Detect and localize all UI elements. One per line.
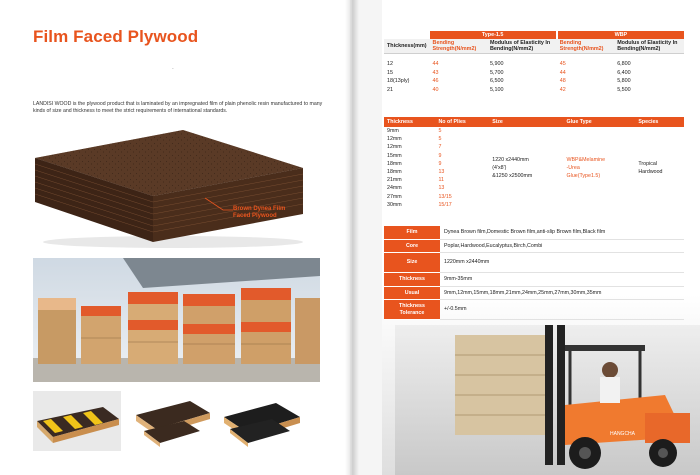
- plies-thickness: 21mm: [387, 177, 402, 184]
- spec-row: [384, 273, 684, 287]
- spec-row: [384, 226, 684, 239]
- group-wbp: WBP: [557, 31, 684, 39]
- board-caption-line1: Brown Dynea Film: [233, 206, 286, 212]
- strength-thickness: 15: [387, 69, 393, 76]
- plies-thickness: 15mm: [387, 152, 402, 159]
- forklift-photo: [395, 325, 700, 475]
- strength-row: [384, 69, 684, 78]
- strength-bending-type15: 40: [432, 86, 439, 93]
- strength-modulus-wbp: 6,800: [617, 61, 631, 67]
- strength-row: [384, 86, 684, 95]
- strength-row: [384, 60, 684, 69]
- plies-header-glue: Glue Type: [564, 117, 636, 127]
- strength-bending-type15: 46: [432, 78, 439, 85]
- col-bending-1: Bending Strength(N/mm2): [430, 39, 487, 54]
- spec-key: Thickness: [384, 273, 440, 287]
- spec-rows: [384, 226, 684, 320]
- black-film-thumbnail: [218, 391, 306, 451]
- plies-table: [384, 117, 684, 209]
- strength-table: [384, 31, 684, 94]
- spec-row: [384, 239, 684, 253]
- anti-slip-film-thumbnail: [33, 391, 121, 451]
- plies-size-line: &1250 x2500mm: [492, 173, 533, 180]
- strength-bending-type15: 44: [432, 61, 439, 67]
- col-modulus-1: Modulus of Elasticity In Bending(N/mm2): [487, 39, 557, 54]
- plies-thickness: 12mm: [387, 136, 402, 143]
- spec-table: [384, 226, 684, 320]
- strength-modulus-wbp: 5,800: [617, 78, 631, 85]
- plies-count: 13: [438, 185, 445, 192]
- plies-thickness: 9mm: [387, 128, 399, 134]
- plies-thickness: 24mm: [387, 185, 402, 192]
- plies-species-line: Tropical: [638, 160, 658, 167]
- plies-header-size: Size: [489, 117, 563, 127]
- plies-row: [384, 127, 684, 135]
- strength-modulus-wbp: 5,500: [617, 86, 631, 93]
- strength-modulus-wbp: 6,400: [617, 69, 631, 76]
- plies-thickness: 27mm: [387, 193, 402, 200]
- page-title: Film Faced Plywood: [33, 27, 199, 46]
- plies-count: 13/15: [438, 193, 452, 200]
- strength-table-corner: [384, 31, 430, 39]
- plies-thickness: 18mm: [387, 160, 402, 167]
- brown-film-thumbnail: [126, 391, 214, 451]
- spec-key: Core: [384, 239, 440, 253]
- warehouse-photo: [33, 258, 320, 382]
- strength-rows: [384, 60, 684, 94]
- plies-header-plies: No of Plies: [435, 117, 489, 127]
- forklift-brand-text: HANGCHA: [610, 431, 636, 437]
- plies-count: 13: [438, 169, 445, 176]
- plies-glue: [564, 127, 636, 209]
- page-gutter: [345, 0, 359, 475]
- spec-key: Thickness Tolerance: [384, 300, 440, 320]
- plies-thickness: 12mm: [387, 144, 402, 151]
- spec-value: 1220mm x2440mm: [440, 253, 684, 273]
- strength-bending-type15: 43: [432, 69, 439, 76]
- spec-row: [384, 300, 684, 320]
- strength-modulus-type15: 6,500: [489, 78, 504, 85]
- strength-modulus-type15: 5,700: [489, 69, 504, 76]
- strength-row: [384, 77, 684, 86]
- plies-count: 9: [438, 152, 442, 159]
- plies-count: 15/17: [438, 201, 452, 208]
- plies-size: [489, 127, 563, 209]
- plies-thickness: 30mm: [387, 201, 402, 208]
- board-caption: [233, 206, 285, 220]
- strength-bending-wbp: 45: [559, 61, 566, 67]
- plies-glue-line: WBP&Melamine: [566, 156, 606, 163]
- plies-count: 11: [438, 177, 444, 184]
- col-bending-2: Bending Strength(N/mm2): [557, 39, 614, 54]
- plies-glue-line: -Urea: [566, 164, 580, 171]
- spec-row: [384, 253, 684, 273]
- strength-modulus-type15: 5,900: [489, 61, 504, 67]
- plies-count: 7: [438, 144, 442, 151]
- spec-value: 9mm-35mm: [440, 273, 684, 287]
- spec-key: Usual: [384, 286, 440, 300]
- spec-value: +/-0.5mm: [440, 300, 684, 320]
- intro-paragraph: LANDISI WOOD is the plywood product that is laminated by an impregnated film of plain phenolic resin manufactured to many kinds of size and thickness to meet the strict requirements of international standards.: [33, 101, 323, 115]
- plies-header-species: Species: [635, 117, 684, 127]
- strength-thickness: 12: [387, 61, 393, 67]
- plies-glue-line: Glue(Type1.5): [566, 173, 601, 180]
- strength-bending-wbp: 42: [559, 86, 566, 93]
- plies-header-thickness: Thickness: [384, 117, 435, 127]
- plywood-board-image: [33, 130, 333, 250]
- plies-thickness: 18mm: [387, 169, 402, 176]
- strength-thickness: 18(13ply): [387, 78, 410, 85]
- plies-rows: [384, 127, 684, 209]
- spec-row: [384, 286, 684, 300]
- strength-bending-wbp: 48: [559, 78, 566, 85]
- plies-count: 5: [438, 128, 442, 134]
- plies-species-line: Hardwood: [638, 169, 663, 176]
- col-modulus-2: Modulus of Elasticity In Bending(N/mm2): [614, 39, 684, 54]
- plies-count: 9: [438, 160, 442, 167]
- spec-value: Dynea Brown film,Domestic Brown film,anti-slip Brown film,Black film: [440, 226, 684, 239]
- spec-value: Poplar,Hardwood,Eucalyptus,Birch,Combi: [440, 239, 684, 253]
- strength-bending-wbp: 44: [559, 69, 566, 76]
- strength-thickness: 21: [387, 86, 393, 93]
- plies-size-line: 1220 x2440mm: [492, 156, 529, 163]
- spec-key: Size: [384, 253, 440, 273]
- spec-value: 9mm,12mm,15mm,18mm,21mm,24mm,25mm,27mm,30mm,35mm: [440, 286, 684, 300]
- strength-modulus-type15: 5,100: [489, 86, 504, 93]
- col-thickness: Thickness(mm): [384, 39, 430, 54]
- separator-dash: -: [172, 66, 174, 72]
- spec-key: Film: [384, 226, 440, 239]
- board-caption-line2: Faced Plywood: [233, 213, 277, 219]
- plies-count: 5: [438, 136, 442, 143]
- plies-species: [635, 127, 684, 209]
- group-type15: Type-1.5: [430, 31, 557, 39]
- plies-size-line: (4'x8'): [492, 164, 507, 171]
